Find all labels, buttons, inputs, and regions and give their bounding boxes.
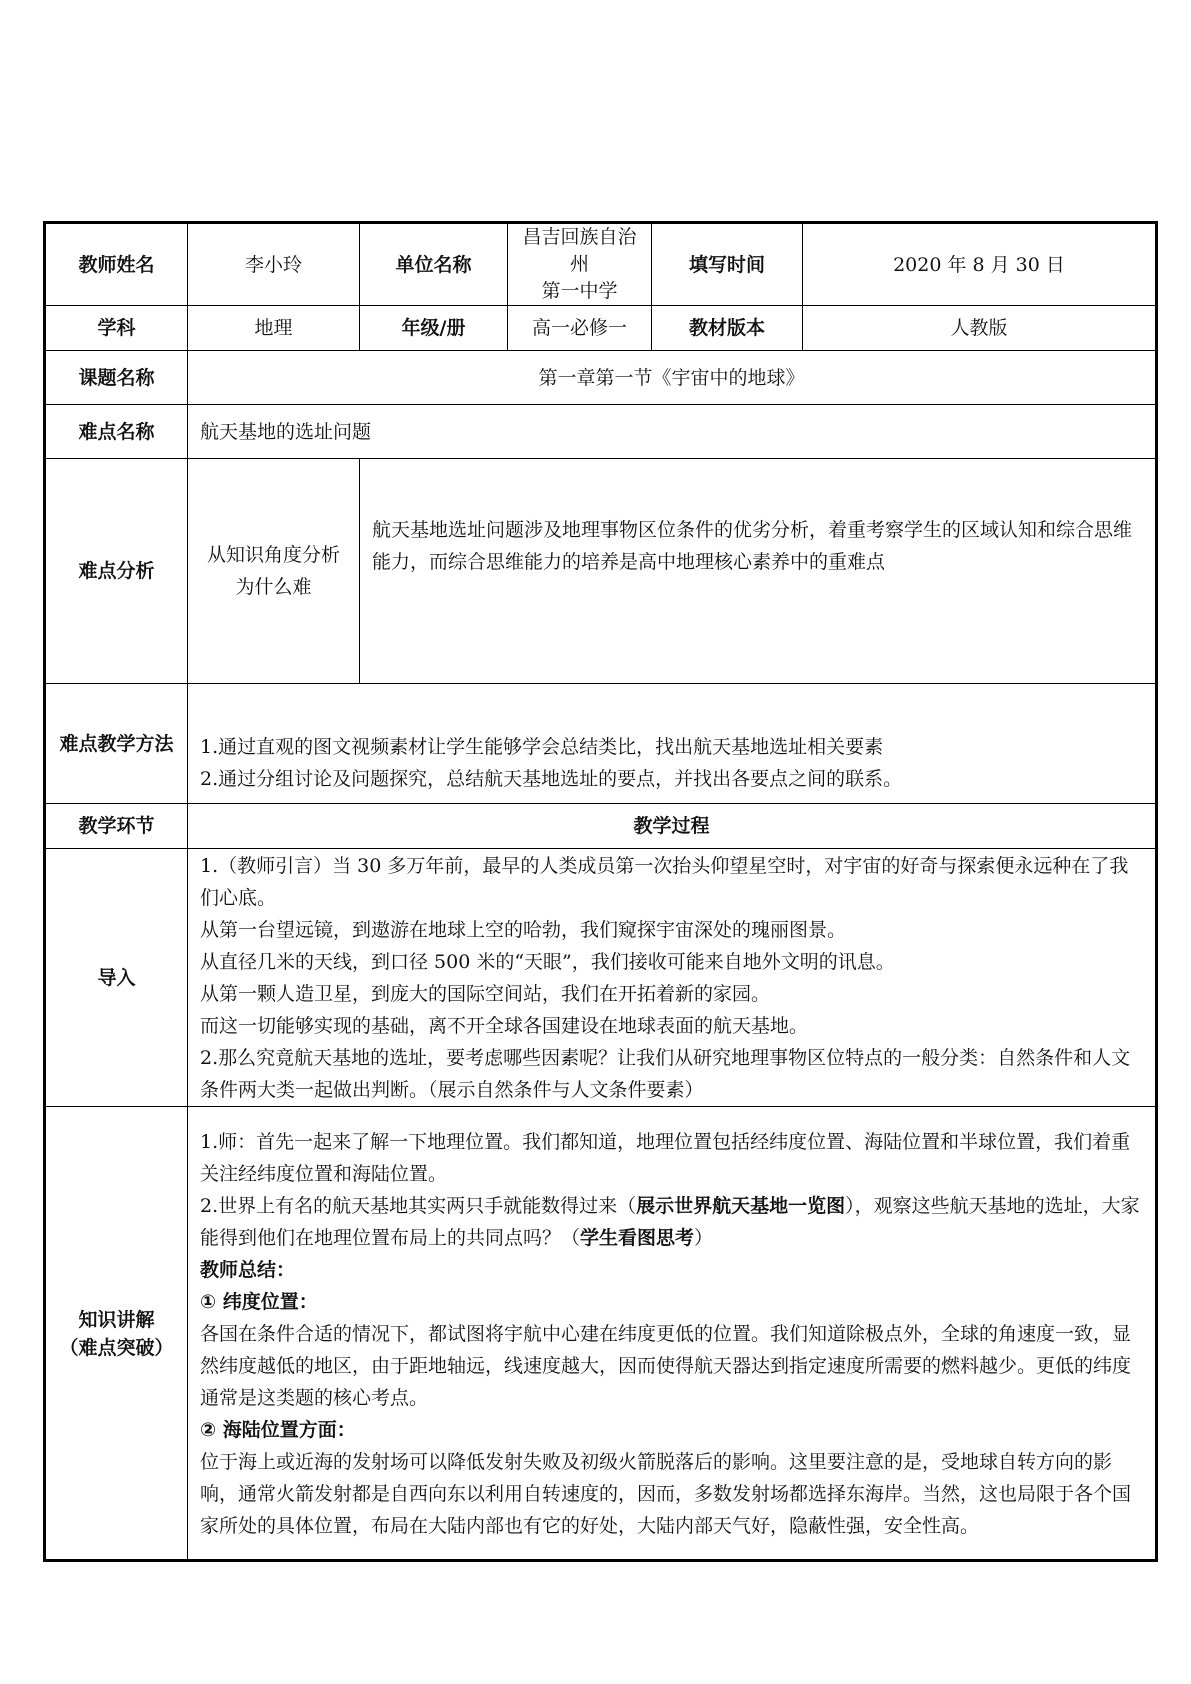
fill-date-label: 填写时间 [652,223,803,306]
land-sea-heading: ② 海陆位置方面： [200,1418,356,1441]
knowledge-paragraph-1: 1.师：首先一起来了解一下地理位置。我们都知道，地理位置包括经纬度位置、海陆位置和半球位置，我们着重关注经纬度位置和海陆位置。 [200,1130,1131,1185]
method-text [188,684,1157,804]
intro-line-4: 从第一颗人造卫星，到庞大的国际空间站，我们在开拓着新的家园。 [200,983,771,1005]
knowledge-label-line-2: （难点突破） [59,1337,174,1359]
intro-line-5: 而这一切能够实现的基础，离不开全球各国建设在地球表面的航天基地。 [200,1015,809,1037]
p2-bold-student-think: 学生看图思考 [580,1226,695,1249]
topic-label: 课题名称 [45,351,188,405]
unit-name-value [508,223,652,306]
topic-value: 第一章第一节《宇宙中的地球》 [188,351,1157,405]
subject-value: 地理 [188,306,360,351]
subject-label: 学科 [45,306,188,351]
knowledge-paragraph-2 [200,1190,1143,1254]
difficulty-value: 航天基地的选址问题 [188,405,1157,459]
edition-value: 人教版 [803,306,1157,351]
land-sea-text: 位于海上或近海的发射场可以降低发射失败及初级火箭脱落后的影响。这里要注意的是，受地球自转方向的影响，通常火箭发射都是自西向东以利用自转速度的，因而，多数发射场都选择东海岸。当然，这也局限于各个国家所处的具体位置，布局在大陆内部也有它的好处，大陆内部天气好，隐蔽性强，安全性高。 [200,1450,1132,1537]
grade-value: 高一必修一 [508,306,652,351]
difficulty-label: 难点名称 [45,405,188,459]
teacher-name-value: 李小玲 [188,223,360,306]
fill-date-value: 2020 年 8 月 30 日 [803,223,1157,306]
method-line-1: 1.通过直观的图文视频素材让学生能够学会总结类比，找出航天基地选址相关要素 [200,735,884,758]
intro-line-3: 从直径几米的天线，到口径 500 米的“天眼”，我们接收可能来自地外文明的讯息。 [200,951,895,973]
analysis-text: 航天基地选址问题涉及地理事物区位条件的优劣分析，着重考察学生的区域认知和综合思维能力，而综合思维能力的培养是高中地理核心素养中的重难点 [360,459,1157,684]
unit-name-line-2: 第一中学 [541,280,618,302]
lesson-plan-table [43,221,1158,1562]
analysis-sub-label: 从知识角度分析为什么难 [188,459,360,684]
teacher-name-label: 教师姓名 [45,223,188,306]
knowledge-label [45,1107,188,1561]
p2-text-c: ），观察这些航天基地的选址，大家能得到他们在地理位置布局上的共同点吗？（ [200,1194,1140,1249]
edition-label: 教材版本 [652,306,803,351]
intro-line-6: 2.那么究竟航天基地的选址，要考虑哪些因素呢？让我们从研究地理事物区位特点的一般分类：自然条件和人文条件两大类一起做出判断。（展示自然条件与人文条件要素） [200,1047,1131,1101]
latitude-text: 各国在条件合适的情况下，都试图将宇航中心建在纬度更低的位置。我们知道除极点外，全球的角速度一致，显然纬度越低的地区，由于距地轴远，线速度越大，因而使得航天器达到指定速度所需要的燃料越少。更低的纬度通常是这类题的核心考点。 [200,1322,1132,1409]
intro-content [188,849,1157,1107]
unit-name-line-1: 昌吉回族自治州 [522,226,637,275]
knowledge-label-line-1: 知识讲解 [78,1309,155,1331]
stage-header: 教学环节 [45,804,188,849]
p2-bold-world-map: 展示世界航天基地一览图 [636,1194,846,1217]
intro-line-1: 1.（教师引言）当 30 多万年前，最早的人类成员第一次抬头仰望星空时，对宇宙的好奇与探索便永远种在了我们心底。 [200,855,1129,909]
latitude-heading: ① 纬度位置： [200,1290,318,1313]
analysis-label: 难点分析 [45,459,188,684]
method-label: 难点教学方法 [45,684,188,804]
knowledge-content [188,1107,1157,1561]
p2-text-e: ） [694,1226,714,1249]
intro-line-2: 从第一台望远镜，到遨游在地球上空的哈勃，我们窥探宇宙深处的瑰丽图景。 [200,919,847,941]
unit-name-label: 单位名称 [360,223,508,306]
grade-label: 年级/册 [360,306,508,351]
intro-label: 导入 [45,849,188,1107]
teacher-summary-heading: 教师总结： [200,1258,296,1281]
method-line-2: 2.通过分组讨论及问题探究，总结航天基地选址的要点，并找出各要点之间的联系。 [200,767,903,790]
p2-text-a: 2.世界上有名的航天基地其实两只手就能数得过来（ [200,1194,637,1217]
process-header: 教学过程 [188,804,1157,849]
